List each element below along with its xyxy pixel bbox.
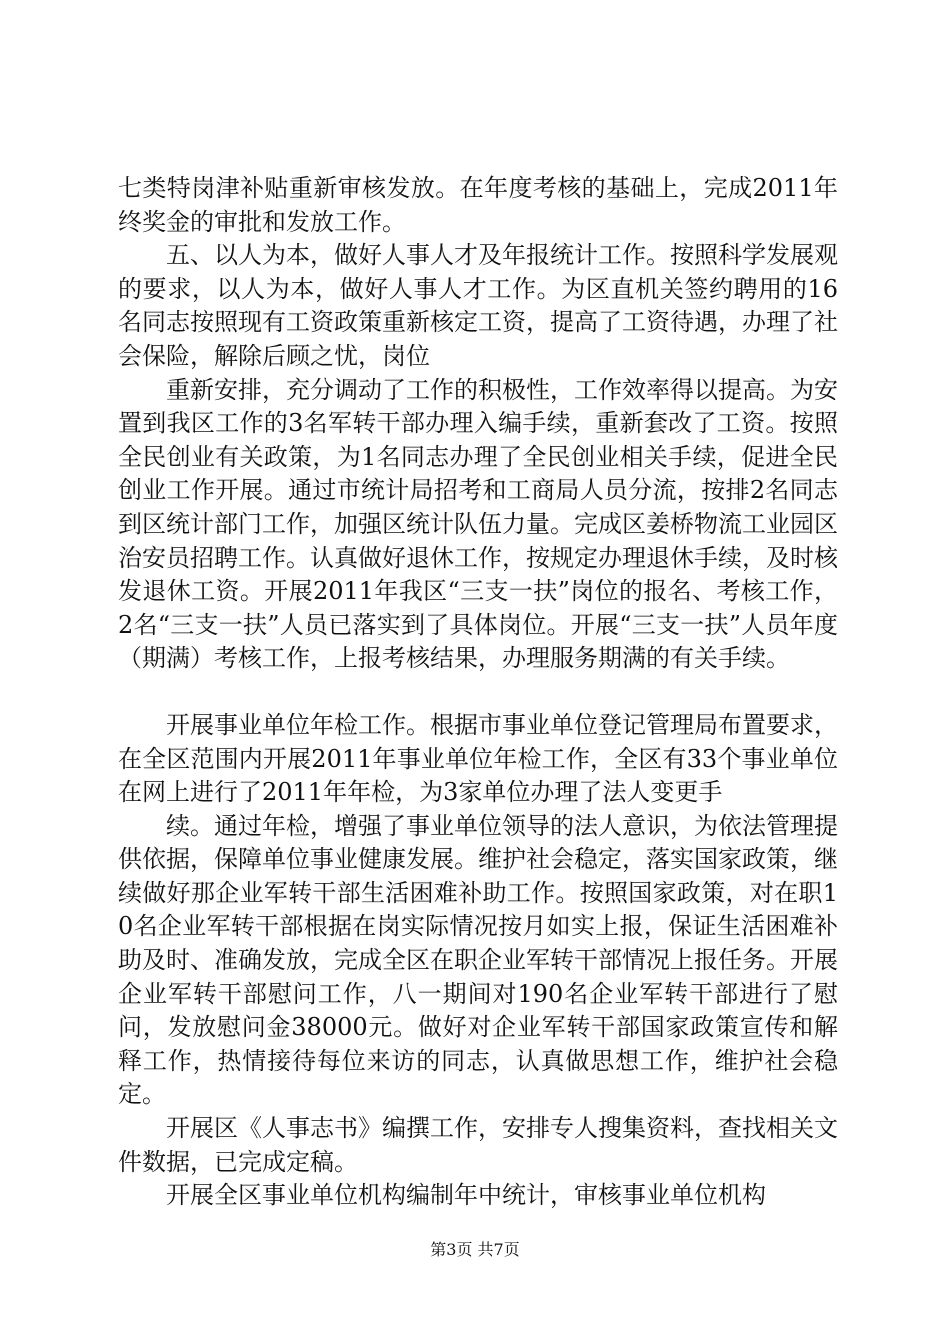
paragraph-2: 五、以人为本，做好人事人才及年报统计工作。按照科学发展观的要求，以人为本，做好人事人才工作。为区直机关签约聘用的16名同志按照现有工资政策重新核定工资，提高了工资待遇，办理了社会保险，解除后顾之忧，岗位 (118, 241, 838, 370)
document-body (118, 172, 838, 1213)
paragraph-6: 开展区《人事志书》编撰工作，安排专人搜集资料，查找相关文件数据，已完成定稿。 (118, 1114, 838, 1176)
paragraph-3: 重新安排，充分调动了工作的积极性，工作效率得以提高。为安置到我区工作的3名军转干部办理入编手续，重新套改了工资。按照全民创业有关政策，为1名同志办理了全民创业相关手续，促进全民创业工作开展。通过市统计局招考和工商局人员分流，按排2名同志到区统计部门工作，加强区统计队伍力量。完成区姜桥物流工业园区治安员招聘工作。认真做好退休工作，按规定办理退休手续，及时核发退休工资。开展2011年我区“三支一扶”岗位的报名、考核工作，2名“三支一扶”人员已落实到了具体岗位。开展“三支一扶”人员年度（期满）考核工作，上报考核结果，办理服务期满的有关手续。 (118, 375, 838, 673)
paragraph-4: 开展事业单位年检工作。根据市事业单位登记管理局布置要求，在全区范围内开展2011年事业单位年检工作，全区有33个事业单位在网上进行了2011年年检，为3家单位办理了法人变更手 (118, 710, 838, 807)
paragraph-7: 开展全区事业单位机构编制年中统计，审核事业单位机构 (166, 1181, 766, 1210)
paragraph-gap (118, 676, 838, 709)
page-footer: 第3页 共7页 (430, 1240, 520, 1259)
paragraph-5: 续。通过年检，增强了事业单位领导的法人意识，为依法管理提供依据，保障单位事业健康发展。维护社会稳定，落实国家政策，继续做好那企业军转干部生活困难补助工作。按照国家政策，对在职10名企业军转干部根据在岗实际情况按月如实上报，保证生活困难补助及时、准确发放，完成全区在职企业军转干部情况上报任务。开展企业军转干部慰问工作，八一期间对190名企业军转干部进行了慰问，发放慰问金38000元。做好对企业军转干部国家政策宣传和解释工作，热情接待每位来访的同志，认真做思想工作，维护社会稳定。 (118, 811, 838, 1109)
paragraph-1: 七类特岗津补贴重新审核发放。在年度考核的基础上，完成2011年终奖金的审批和发放工作。 (118, 174, 838, 236)
